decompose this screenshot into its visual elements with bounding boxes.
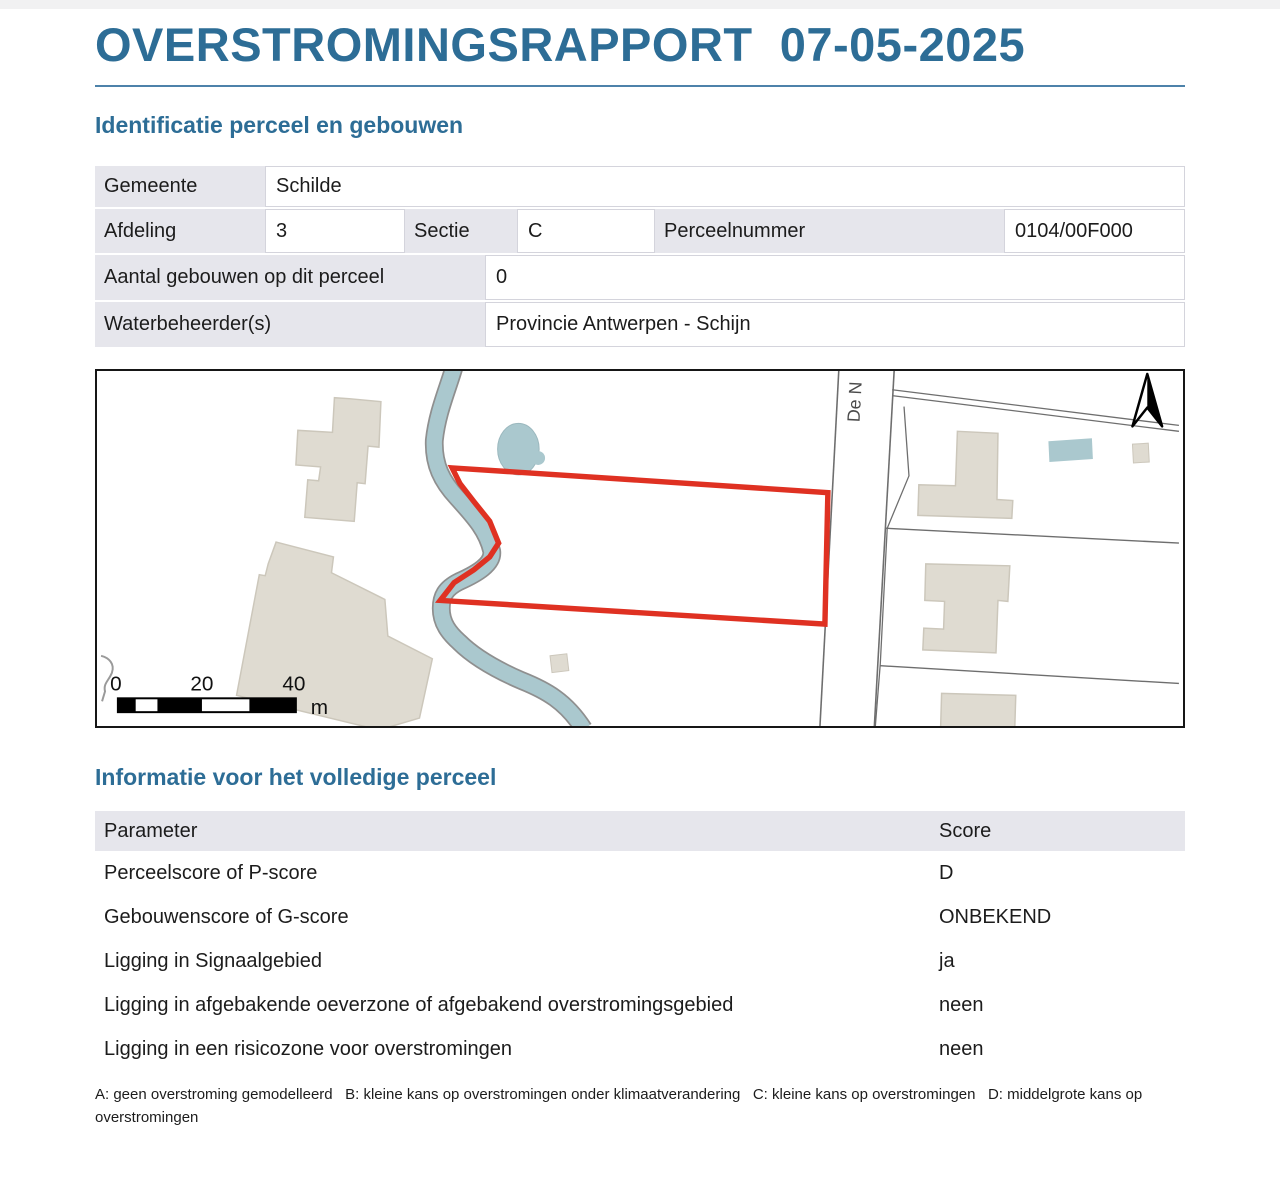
- building: [1132, 443, 1149, 463]
- building: [550, 654, 569, 673]
- boundary-line: [885, 528, 1179, 543]
- col-header-parameter: Parameter: [104, 819, 198, 842]
- road-edge: [874, 371, 894, 726]
- parameter-cell: Gebouwenscore of G-score: [104, 905, 349, 928]
- scale-unit: m: [310, 696, 329, 720]
- sectie-label: Sectie: [414, 219, 470, 242]
- report-date: 07-05-2025: [779, 18, 1026, 71]
- score-legend-footnote: A: geen overstroming gemodelleerd B: kleine kans op overstromingen onder klimaatverandering C: kleine kans op overstromingen D: middelgrote kans op overstromingen: [95, 1086, 1147, 1127]
- parameter-table: [95, 811, 1185, 1071]
- street-label: De N: [843, 381, 866, 423]
- form-row-afdeling-sectie-perceel: [95, 209, 1185, 253]
- table-row: [95, 895, 1185, 939]
- score-cell: ja: [939, 949, 955, 972]
- score-cell: ONBEKEND: [939, 905, 1052, 928]
- parcel-outline: [440, 468, 828, 624]
- score-cell: neen: [939, 993, 984, 1016]
- form-row-aantal-gebouwen: [95, 255, 1185, 300]
- road-edge: [820, 371, 839, 726]
- form-row-gemeente: [95, 166, 1185, 207]
- table-row: [95, 1027, 1185, 1071]
- score-cell: neen: [939, 1037, 984, 1060]
- table-row: [95, 939, 1185, 983]
- section-title-identification: Identificatie perceel en gebouwen: [95, 112, 464, 139]
- perceelnummer-label: Perceelnummer: [664, 219, 806, 242]
- gemeente-value-field: Schilde: [265, 166, 1185, 207]
- building: [941, 693, 1016, 726]
- river: [434, 371, 583, 726]
- pond: [498, 424, 540, 475]
- scale-tick-40: 40: [282, 672, 306, 696]
- col-header-score: Score: [939, 819, 992, 842]
- scale-tick-20: 20: [190, 672, 214, 696]
- aantal-gebouwen-value-field: 0: [485, 255, 1185, 300]
- waterbeheerder-label: Waterbeheerder(s): [104, 313, 272, 336]
- table-row: [95, 983, 1185, 1027]
- perceelnummer-value-field: 0104/00F000: [1004, 209, 1185, 253]
- waterbeheerder-value-field: Provincie Antwerpen - Schijn: [485, 302, 1185, 347]
- table-row: [95, 851, 1185, 895]
- afdeling-label: Afdeling: [104, 219, 177, 242]
- parameter-cell: Perceelscore of P-score: [104, 861, 318, 884]
- report-page: [95, 0, 1185, 1130]
- pond-lobe: [531, 451, 545, 465]
- page-title: [95, 14, 1185, 75]
- score-cell: D: [939, 861, 954, 884]
- table-header-row: [95, 811, 1185, 851]
- sectie-value-field: C: [517, 209, 655, 253]
- parcel-map-canvas: [97, 371, 1183, 726]
- afdeling-value-field: 3: [265, 209, 405, 253]
- section-title-info: Informatie voor het volledige perceel: [95, 764, 497, 791]
- parcel-map: [95, 369, 1185, 728]
- boundary-line: [880, 666, 1179, 684]
- north-arrow-icon: [1132, 374, 1162, 426]
- identification-form: [95, 166, 1185, 347]
- parameter-cell: Ligging in afgebakende oeverzone of afgebakend overstromingsgebied: [104, 993, 734, 1016]
- aantal-gebouwen-label: Aantal gebouwen op dit perceel: [104, 266, 385, 289]
- report-title: OVERSTROMINGSRAPPORT: [95, 18, 753, 71]
- parameter-cell: Ligging in een risicozone voor overstromingen: [104, 1037, 513, 1060]
- building: [296, 398, 381, 522]
- gemeente-label: Gemeente: [104, 175, 198, 198]
- swimming-pool: [1048, 438, 1092, 462]
- building: [923, 564, 1010, 653]
- building: [918, 431, 1013, 518]
- scale-tick-0: 0: [110, 672, 122, 696]
- form-row-waterbeheerder: [95, 302, 1185, 347]
- boundary-line: [875, 407, 909, 726]
- parameter-cell: Ligging in Signaalgebied: [104, 949, 322, 972]
- title-divider: [95, 85, 1185, 87]
